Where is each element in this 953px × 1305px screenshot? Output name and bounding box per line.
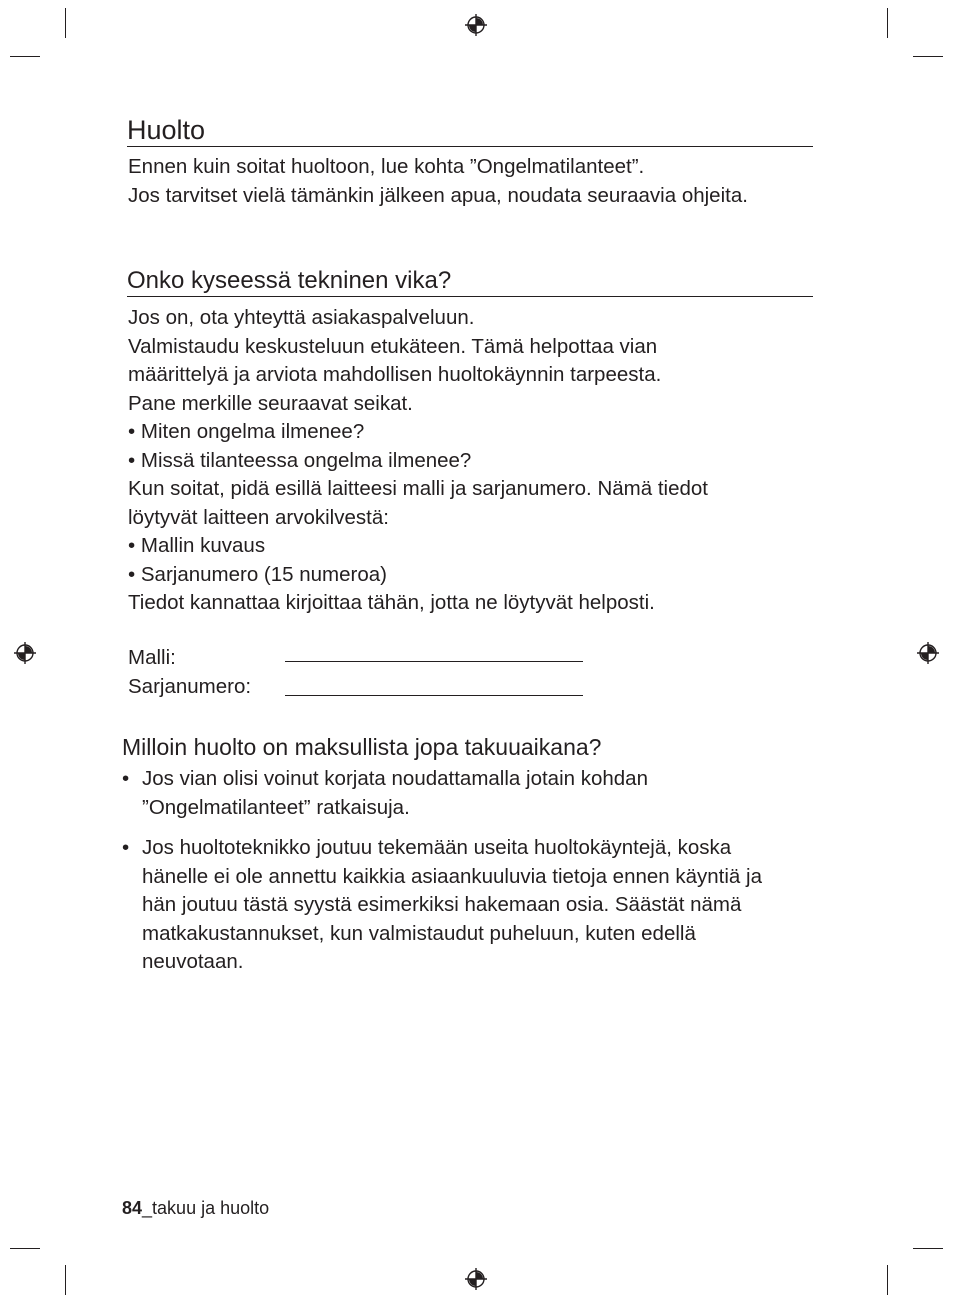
bullet-line: • Missä tilanteessa ongelma ilmenee? <box>128 448 472 472</box>
crop-mark-bottom-left <box>65 1265 66 1295</box>
text-line: Pane merkille seuraavat seikat. <box>128 391 413 415</box>
text-line: hän joutuu tästä syystä esimerkiksi hakemaan osia. Säästät nämä <box>142 893 742 916</box>
list-item <box>122 834 842 977</box>
text-line: Jos vian olisi voinut korjata noudattamalla jotain kohdan <box>142 767 648 790</box>
text-line: Valmistaudu keskusteluun etukäteen. Tämä helpottaa vian <box>128 334 658 358</box>
text-line: neuvotaan. <box>142 950 244 973</box>
list-item <box>122 765 842 822</box>
model-field-label: Malli: <box>128 646 176 669</box>
crop-mark-top-left <box>65 8 66 38</box>
registration-mark-icon <box>465 14 487 36</box>
bullet-symbol: • <box>122 767 130 790</box>
text-line: hänelle ei ole annettu kaikkia asiaankuuluvia tietoja ennen käyntiä ja <box>142 864 762 888</box>
crop-mark-top-right <box>913 56 943 57</box>
text-line: Ennen kuin soitat huoltoon, lue kohta ”Ongelmatilanteet”. <box>128 155 645 178</box>
crop-mark-bottom-right <box>913 1248 943 1249</box>
registration-mark-icon <box>917 642 939 664</box>
section-title-tekninen-vika: Onko kyseessä tekninen vika? <box>127 266 813 297</box>
text-line: Jos tarvitset vielä tämänkin jälkeen apua, noudata seuraavia ohjeita. <box>128 183 748 207</box>
section-title-maksullinen-huolto: Milloin huolto on maksullista jopa takuuaikana? <box>122 734 602 760</box>
text-line: Jos on, ota yhteyttä asiakaspalveluun. <box>128 306 475 329</box>
paid-service-list <box>122 765 842 989</box>
page-number: 84 <box>122 1198 143 1218</box>
bullet-line: • Miten ongelma ilmenee? <box>128 420 365 443</box>
text-line: määrittelyä ja arviota mahdollisen huoltokäynnin tarpeesta. <box>128 363 662 386</box>
text-line: löytyvät laitteen arvokilvestä: <box>128 505 389 529</box>
crop-mark-bottom-right <box>887 1265 888 1295</box>
text-line: Tiedot kannattaa kirjoittaa tähän, jotta ne löytyvät helposti. <box>128 591 655 614</box>
text-line: ”Ongelmatilanteet” ratkaisuja. <box>142 795 410 819</box>
registration-mark-icon <box>465 1268 487 1290</box>
text-line: Kun soitat, pidä esillä laitteesi malli ja sarjanumero. Nämä tiedot <box>128 477 708 500</box>
bullet-symbol: • <box>122 836 130 859</box>
crop-mark-top-right <box>887 8 888 38</box>
model-field-line[interactable] <box>285 661 583 662</box>
intro-paragraph <box>128 153 748 210</box>
registration-mark-icon <box>14 642 36 664</box>
bullet-line: • Mallin kuvaus <box>128 534 266 557</box>
serial-field-line[interactable] <box>285 695 583 696</box>
bullet-line: • Sarjanumero (15 numeroa) <box>128 562 387 586</box>
crop-mark-bottom-left <box>10 1248 40 1249</box>
page-footer <box>122 1196 269 1220</box>
text-line: matkakustannukset, kun valmistaudut puheluun, kuten edellä <box>142 921 696 945</box>
footer-section-name: _takuu ja huolto <box>142 1198 270 1218</box>
crop-mark-top-left <box>10 56 40 57</box>
text-line: Jos huoltoteknikko joutuu tekemään useita huoltokäyntejä, koska <box>142 836 732 859</box>
technical-fault-paragraph <box>128 304 708 618</box>
section-title-huolto: Huolto <box>127 114 813 147</box>
serial-field-label: Sarjanumero: <box>128 675 252 698</box>
